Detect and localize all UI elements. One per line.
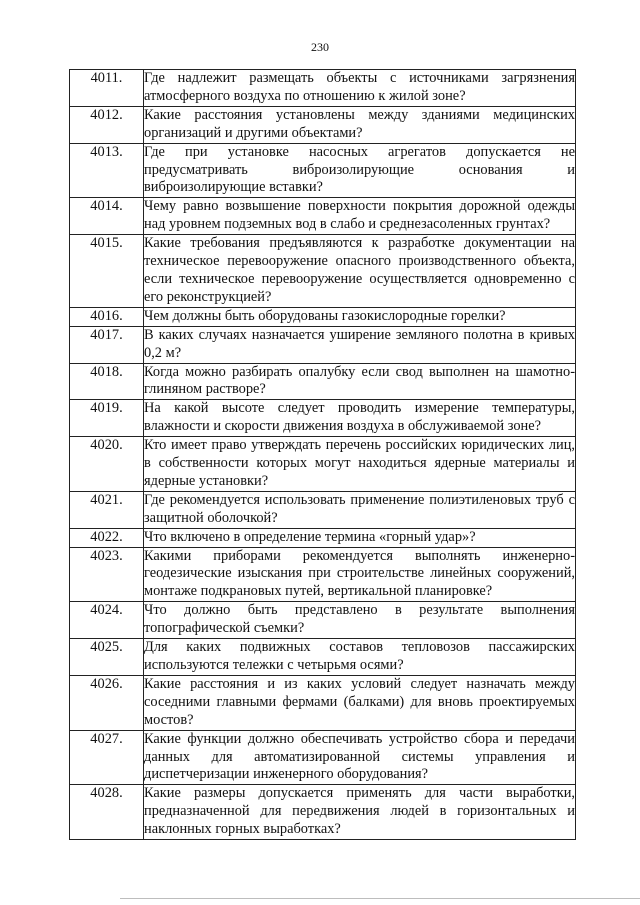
question-text: Когда можно разбирать опалубку если свод выполнен на шамотно-глиняном растворе? [144,363,576,400]
question-number: 4021. [70,491,144,528]
question-text: Какие функции должно обеспечивать устройство сбора и передачи данных для автоматизированной системы управления и диспетчеризации инженерного оборудования? [144,730,576,785]
question-number: 4028. [70,785,144,840]
question-row [70,491,576,528]
question-number: 4019. [70,400,144,437]
question-number: 4023. [70,547,144,602]
question-row [70,785,576,840]
question-number: 4012. [70,106,144,143]
question-text: Чему равно возвышение поверхности покрытия дорожной одежды над уровнем подземных вод в слабо и среднезасоленных грунтах? [144,198,576,235]
question-number: 4020. [70,437,144,492]
question-row [70,106,576,143]
question-text: Какими приборами рекомендуется выполнять инженерно-геодезические изыскания при строительстве линейных сооружений, монтаже подкрановых путей, вертикальной планировке? [144,547,576,602]
question-text: Что должно быть представлено в результате выполнения топографической съемки? [144,602,576,639]
question-row [70,70,576,107]
question-text: Чем должны быть оборудованы газокислородные горелки? [144,307,576,326]
question-row [70,528,576,547]
question-row [70,363,576,400]
question-number: 4022. [70,528,144,547]
question-number: 4011. [70,70,144,107]
page-number: 230 [311,40,329,54]
question-row [70,547,576,602]
question-number: 4016. [70,307,144,326]
question-row [70,143,576,198]
question-text: Какие расстояния и из каких условий следует назначать между соседними главными фермами (балками) для вновь проектируемых мостов? [144,675,576,730]
question-row [70,730,576,785]
question-text: Какие размеры допускается применять для части выработки, предназначенной для передвижения людей в горизонтальных и наклонных горных выработках? [144,785,576,840]
question-text: В каких случаях назначается уширение земляного полотна в кривых 0,2 м? [144,326,576,363]
question-text: Какие требования предъявляются к разработке документации на техническое перевооружение опасного производственного объекта, если техническое перевооружение осуществляется одновременно с его реконструкцией? [144,235,576,308]
questions-table [69,69,576,840]
question-number: 4018. [70,363,144,400]
question-number: 4025. [70,639,144,676]
question-row [70,198,576,235]
question-number: 4017. [70,326,144,363]
question-row [70,437,576,492]
question-row [70,307,576,326]
question-text: Где при установке насосных агрегатов допускается не предусматривать виброизолирующие основания и виброизолирующие вставки? [144,143,576,198]
question-text: Что включено в определение термина «горный удар»? [144,528,576,547]
question-text: Где рекомендуется использовать применение полиэтиленовых труб с защитной оболочкой? [144,491,576,528]
question-number: 4024. [70,602,144,639]
question-row [70,400,576,437]
question-row [70,639,576,676]
question-text: Для каких подвижных составов тепловозов пассажирских используются тележки с четырьмя осями? [144,639,576,676]
question-text: Кто имеет право утверждать перечень российских юридических лиц, в собственности которых могут находиться ядерные материалы и ядерные установки? [144,437,576,492]
question-number: 4014. [70,198,144,235]
question-row [70,675,576,730]
question-row [70,602,576,639]
question-text: Какие расстояния установлены между зданиями медицинских организаций и другими объектами? [144,106,576,143]
question-number: 4026. [70,675,144,730]
question-number: 4013. [70,143,144,198]
question-number: 4027. [70,730,144,785]
question-text: Где надлежит размещать объекты с источниками загрязнения атмосферного воздуха по отношению к жилой зоне? [144,70,576,107]
questions-table-body [70,70,576,840]
question-row [70,326,576,363]
scan-edge-line [120,898,640,899]
question-row [70,235,576,308]
question-text: На какой высоте следует проводить измерение температуры, влажности и скорости движения воздуха в обслуживаемой зоне? [144,400,576,437]
question-number: 4015. [70,235,144,308]
